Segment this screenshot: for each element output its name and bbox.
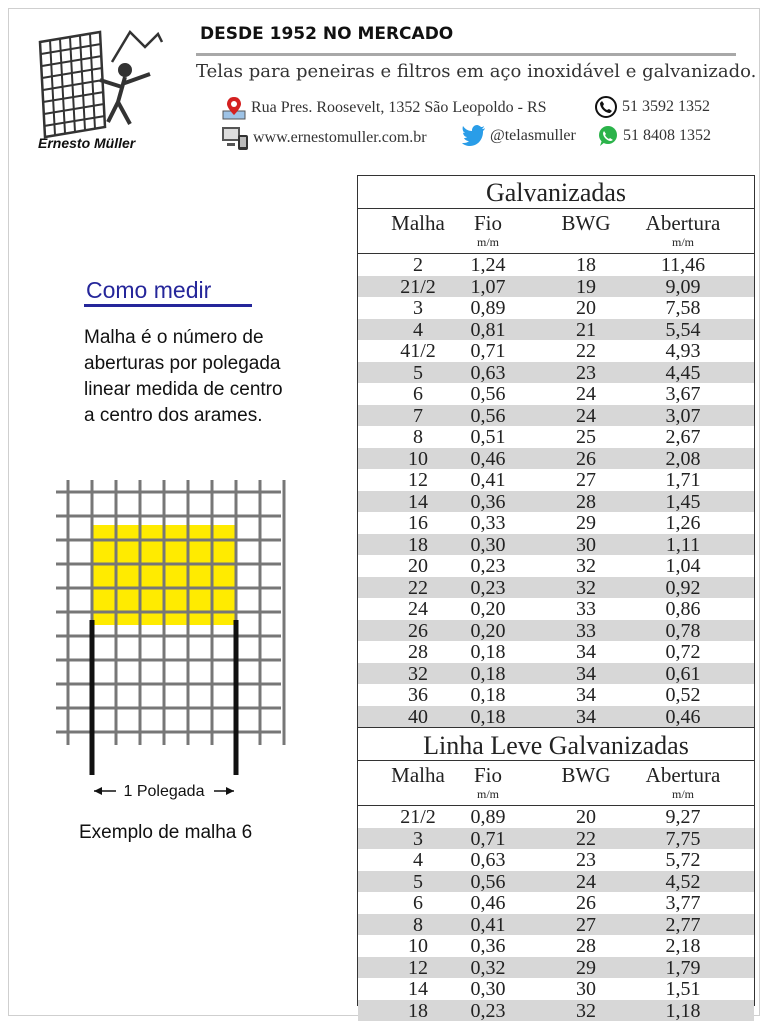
table-row [358,684,754,706]
header-divider [196,53,736,56]
table-title: Linha Leve Galvanizadas [358,727,754,760]
table-cell: 23 [576,361,596,384]
table-cell: 34 [576,641,596,663]
column-header: Fio [473,763,503,787]
table-row [358,806,754,828]
column-unit: m/m [671,235,695,249]
column-header: BWG [561,763,611,787]
table-row [358,957,754,979]
table-row [358,663,754,685]
column-header: Fio [473,211,503,235]
table-cell: 0,71 [470,340,506,362]
table-cell: 0,89 [470,297,506,319]
table-cell: 34 [576,662,596,685]
table-row [358,555,754,577]
table-cell: 0,32 [470,956,506,979]
table-cell: 4,93 [665,340,701,362]
table-cell: 5,54 [665,318,701,341]
website-link[interactable]: www.ernestomuller.com.br [253,129,427,146]
column-header: Abertura [645,763,721,787]
table-cell: 4,52 [665,870,701,893]
table-cell: 0,23 [470,999,506,1022]
slogan: DESDE 1952 NO MERCADO [200,24,454,44]
table-cell: 28 [408,641,428,663]
table-cell: 5 [413,870,423,893]
table-cell: 8 [413,913,423,936]
table-cell: 16 [408,512,428,534]
table-cell: 0,23 [470,555,506,577]
devices-icon [221,125,249,151]
table-cell: 1,71 [665,469,701,491]
table-cell: 3,77 [665,892,701,914]
table-cell: 1,51 [665,978,701,1000]
table-cell: 2,77 [665,913,701,936]
table-cell: 0,36 [470,935,506,957]
table-cell: 7 [413,404,423,427]
table-cell: 0,18 [470,662,506,685]
table-cell: 24 [408,598,428,620]
table-cell: 1,18 [665,999,701,1022]
specifications-table [357,175,755,1022]
table-row [358,871,754,893]
table-cell: 26 [576,892,596,914]
table-cell: 28 [576,935,596,957]
table-cell: 0,63 [470,361,506,384]
table-cell: 0,61 [665,662,701,685]
phone-number: 51 3592 1352 [622,98,710,115]
table-cell: 0,20 [470,598,506,620]
table-cell: 7,58 [665,297,701,319]
table-cell: 30 [576,978,596,1000]
table-cell: 19 [576,275,596,298]
address-text: Rua Pres. Roosevelt, 1352 São Leopoldo - RS [251,99,547,116]
phone-row [594,95,710,119]
table-row [358,426,754,448]
table-row [358,512,754,534]
table-row [358,254,754,276]
table-cell: 18 [408,533,428,556]
table-cell: 23 [576,849,596,871]
table-cell: 0,20 [470,619,506,642]
column-unit: m/m [476,235,500,249]
table-cell: 0,78 [665,619,701,642]
table-cell: 0,18 [470,641,506,663]
table-cell: 12 [408,469,428,491]
table-cell: 1,24 [470,254,506,276]
table-cell: 0,46 [470,892,506,914]
table-row [358,405,754,427]
table-cell: 0,86 [665,598,701,620]
table-cell: 21 [576,318,596,341]
table-row [358,319,754,341]
table-cell: 0,51 [470,426,506,448]
table-cell: 3 [413,297,423,319]
table-cell: 0,30 [470,533,506,556]
whatsapp-number: 51 8408 1352 [623,127,711,144]
table-cell: 10 [408,935,428,957]
table-cell: 32 [576,555,596,577]
table-cell: 5,72 [665,849,701,871]
table-row [358,706,754,728]
table-cell: 30 [576,533,596,556]
column-header: BWG [561,211,611,235]
table-cell: 0,72 [665,641,701,663]
table-cell: 0,56 [470,383,506,405]
whatsapp-icon [597,125,619,147]
table-cell: 2 [413,254,423,276]
table-cell: 0,46 [470,447,506,470]
table-row [358,469,754,491]
table-row [358,362,754,384]
table-cell: 0,30 [470,978,506,1000]
table-cell: 3,07 [665,404,701,427]
table-cell: 12 [408,956,428,979]
table-cell: 24 [576,383,596,405]
table-row [358,935,754,957]
table-cell: 24 [576,870,596,893]
twitter-bird-icon [462,125,486,147]
table-cell: 4,45 [665,361,701,384]
table-cell: 4 [413,849,423,871]
table-cell: 36 [408,684,428,706]
table-cell: 29 [576,512,596,534]
table-cell: 14 [408,978,428,1000]
table-cell: 0,81 [470,318,506,341]
twitter-row [462,125,576,147]
table-cell: 0,89 [470,806,506,828]
table-row [358,828,754,850]
title-underline [84,304,252,307]
table-row [358,598,754,620]
table-cell: 28 [576,490,596,513]
table-title: Galvanizadas [485,178,627,207]
table-cell: 20 [576,297,596,319]
table-cell: 32 [576,999,596,1022]
table-cell: 22 [576,827,596,850]
table-cell: 0,52 [665,684,701,706]
table-cell: 3 [413,827,423,850]
table-cell: 20 [576,806,596,828]
table-row [358,577,754,599]
table-cell: 33 [576,619,596,642]
table-cell: 9,09 [665,275,701,298]
table-cell: 18 [408,999,428,1022]
table-cell: 14 [408,490,428,513]
table-cell: 27 [576,913,596,936]
table-cell: 0,18 [470,705,506,728]
column-header: Malha [391,763,445,787]
table-row [358,534,754,556]
table-cell: 1,79 [665,956,701,979]
table-cell: 8 [413,426,423,448]
table-row [358,383,754,405]
how-to-measure-title: Como medir [86,277,212,303]
table-cell: 0,46 [665,705,701,728]
table-row [358,297,754,319]
table-cell: 0,41 [470,469,506,491]
table-cell: 0,23 [470,576,506,599]
mesh-caption: Exemplo de malha 6 [79,822,253,843]
table-cell: 1,26 [665,512,701,534]
table-cell: 10 [408,447,428,470]
table-cell: 1,45 [665,490,701,513]
table-cell: 1,07 [470,275,506,298]
brand-name: Ernesto Müller [38,135,136,151]
table-header [358,760,754,806]
table-cell: 41/2 [400,340,436,362]
table-cell: 0,56 [470,404,506,427]
table-cell: 21/2 [400,806,436,828]
table-cell: 6 [413,383,423,405]
table-header [358,208,754,254]
table-row [358,340,754,362]
table-cell: 2,18 [665,935,701,957]
phone-icon [594,95,618,119]
table-cell: 32 [408,662,428,685]
table-cell: 32 [576,576,596,599]
map-pin-icon [221,95,247,121]
table-row [358,892,754,914]
table-cell: 0,56 [470,870,506,893]
whatsapp-row [597,125,711,147]
mesh-diagram [56,480,286,810]
table-cell: 9,27 [665,806,701,828]
table-cell: 27 [576,469,596,491]
table-cell: 40 [408,705,428,728]
table-cell: 33 [576,598,596,620]
table-cell: 0,63 [470,849,506,871]
one-inch-label: 1 Polegada [123,783,205,800]
table-row [358,620,754,642]
column-unit: m/m [671,787,695,801]
table-cell: 22 [576,340,596,362]
table-cell: 0,92 [665,576,701,599]
table-row [358,276,754,298]
table-cell: 24 [576,404,596,427]
column-header: Malha [391,211,445,235]
table-cell: 5 [413,361,423,384]
table-cell: 26 [408,619,428,642]
column-header: Abertura [645,211,721,235]
table-cell: 22 [408,576,428,599]
table-cell: 2,67 [665,426,701,448]
table-cell: 0,33 [470,512,506,534]
table-row [358,491,754,513]
table-cell: 7,75 [665,827,701,850]
table-cell: 1,04 [665,555,701,577]
column-unit: m/m [476,787,500,801]
twitter-handle[interactable]: @telasmuller [490,127,576,144]
table-row [358,1000,754,1022]
table-cell: 11,46 [660,254,706,276]
table-cell: 1,11 [665,533,701,556]
website-row [221,125,427,151]
mesh-description: Malha é o número de aberturas por polegada linear medida de centro a centro dos arames. [84,327,283,426]
table-cell: 29 [576,956,596,979]
table-cell: 3,67 [665,383,701,405]
table-cell: 4 [413,318,423,341]
address-row [221,95,547,121]
table-cell: 0,36 [470,490,506,513]
table-cell: 0,71 [470,827,506,850]
table-cell: 34 [576,684,596,706]
table-cell: 0,18 [470,684,506,706]
table-cell: 21/2 [400,275,436,298]
table-cell: 2,08 [665,447,701,470]
table-row [358,849,754,871]
table-row [358,914,754,936]
table-cell: 6 [413,892,423,914]
table-cell: 34 [576,705,596,728]
table-cell: 26 [576,447,596,470]
table-cell: 25 [576,426,596,448]
table-cell: 18 [576,254,596,276]
table-row [358,641,754,663]
table-cell: 0,41 [470,913,506,936]
tagline: Telas para peneiras e filtros em aço inoxidável e galvanizado. [196,61,757,82]
table-row [358,978,754,1000]
table-cell: 20 [408,555,428,577]
table-row [358,448,754,470]
